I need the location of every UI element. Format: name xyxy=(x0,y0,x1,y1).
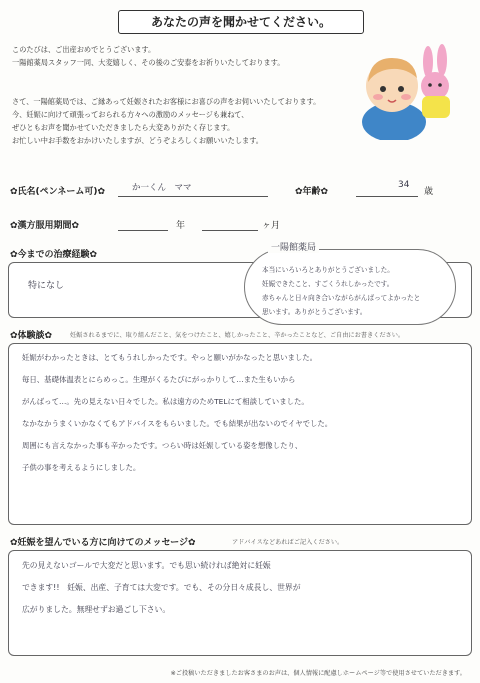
intro-line: お忙しい中お手数をおかけいたしますが、どうぞよろしくお願いいたします。 xyxy=(12,136,263,145)
message-line: できます!! 妊娠、出産、子育ては大変です。でも、その分日々成長し、世界が xyxy=(22,583,301,592)
treatment-label: ✿今までの治療経験✿ xyxy=(10,250,98,260)
page-title: あなたの声を聞かせてください。 xyxy=(118,10,364,34)
experience-hint: 妊娠されるまでに、取り組んだこと、気をつけたこと、嬉しかったこと、辛かったことなど、ご自由にお書きください。 xyxy=(70,332,405,339)
name-value: か一くん ママ xyxy=(132,183,192,193)
pharmacy-note-title: 一陽館薬局 xyxy=(268,240,319,253)
baby-bunny-illustration xyxy=(354,44,464,140)
message-label: ✿妊娠を望んでいる方に向けてのメッセージ✿ xyxy=(10,538,196,548)
message-hint: アドバイスなどあればご記入ください。 xyxy=(232,539,344,546)
age-underline xyxy=(356,196,418,197)
experience-line: 妊娠がわかったときは、とてもうれしかったです。やっと願いがかなったと思いました。 xyxy=(22,353,318,362)
pharmacy-note-line: 本当にいろいろとありがとうございました。 xyxy=(262,266,394,274)
intro-line: 一陽館薬局スタッフ一同、大変嬉しく、その後のご安泰をお祈りいたしております。 xyxy=(12,58,285,67)
experience-box xyxy=(8,343,472,525)
experience-line: なかなかうまくいかなくてもアドバイスをもらいました。でも結果が出ないのでイヤでした。 xyxy=(22,419,333,428)
period-year-underline xyxy=(118,230,168,231)
period-month-underline xyxy=(202,230,258,231)
intro-line: このたびは、ご出産おめでとうございます。 xyxy=(12,45,156,54)
pharmacy-note-line: 妊娠できたこと、すごくうれしかったです。 xyxy=(262,280,394,288)
name-underline xyxy=(118,196,268,197)
period-year-unit: 年 xyxy=(176,221,186,231)
experience-line: 周囲にも言えなかった事も辛かったです。つらい時は妊娠している姿を想像したり、 xyxy=(22,441,303,450)
experience-label: ✿体験談✿ xyxy=(10,331,53,341)
pharmacy-note-line: 思います。ありがとうございます。 xyxy=(262,308,367,316)
age-value: 34 xyxy=(398,180,410,190)
message-line: 広がりました。無理せずお過ごし下さい。 xyxy=(22,605,171,614)
intro-line: ぜひともお声を聞かせていただきましたら大変ありがたく存じます。 xyxy=(12,123,235,132)
age-label: ✿年齢✿ xyxy=(295,187,329,197)
privacy-footer-note: ※ご投稿いただきましたお客さまのお声は、個人情報に配慮しホームページ等で使用させていただきます。 xyxy=(170,670,466,677)
experience-line: 子供の事を考えるようにしました。 xyxy=(22,463,141,472)
intro-line: 今、妊娠に向けて頑張っておられる方々への激励のメッセージも兼ねて、 xyxy=(12,110,249,119)
pharmacy-note-line: 赤ちゃんと日々向き合いながらがんばってよかったと xyxy=(262,294,421,302)
age-unit: 歳 xyxy=(424,187,434,197)
experience-line: がんばって…。先の見えない日々でした。私は遠方のためTELにて相談していました。 xyxy=(22,397,309,406)
name-label: ✿氏名(ペンネーム可)✿ xyxy=(10,187,106,197)
treatment-answer: 特になし xyxy=(28,281,65,291)
period-month-unit: ヶ月 xyxy=(262,221,281,231)
experience-line: 毎日、基礎体温表とにらめっこ。生理がくるたびにがっかりして…また生もいから xyxy=(22,375,296,384)
period-label: ✿漢方服用期間✿ xyxy=(10,221,80,231)
intro-line: さて、一陽館薬局では、ご縁あって妊娠されたお客様にお喜びの声をお伺いいたしております。 xyxy=(12,97,321,106)
message-line: 先の見えないゴールで大変だと思います。でも思い続ければ絶対に妊娠 xyxy=(22,561,271,570)
